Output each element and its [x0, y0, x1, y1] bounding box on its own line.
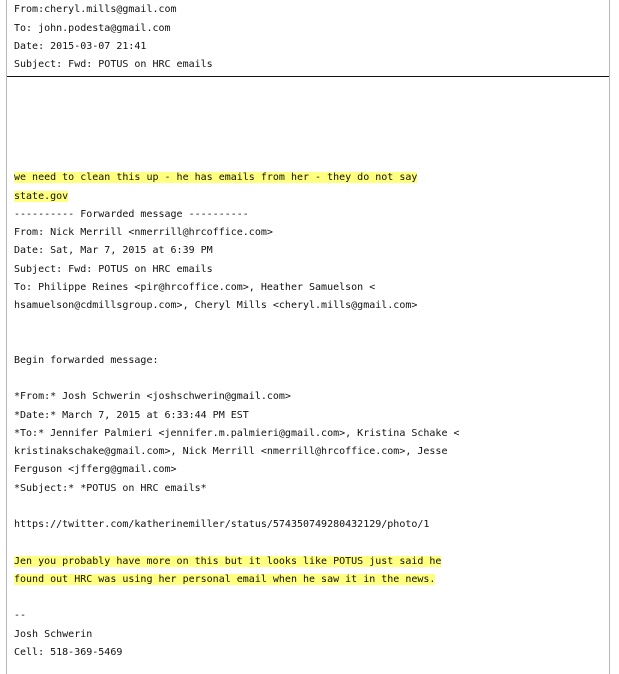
header-divider: [7, 76, 609, 77]
signature-name: Josh Schwerin: [14, 629, 93, 640]
email-document: [6, 0, 610, 674]
forwarded-subject: Subject: Fwd: POTUS on HRC emails: [14, 264, 213, 275]
header-date: Date: 2015-03-07 21:41: [14, 41, 147, 52]
forwarded-date: Date: Sat, Mar 7, 2015 at 6:39 PM: [14, 245, 213, 256]
inner-to-continued: kristinakschake@gmail.com>, Nick Merrill <nmerrill@hrcoffice.com>, Jesse: [14, 446, 448, 457]
forwarded-separator: ---------- Forwarded message ----------: [14, 209, 249, 220]
signature-cell: Cell: 518-369-5469: [14, 647, 123, 658]
header-subject: Subject: Fwd: POTUS on HRC emails: [14, 59, 213, 70]
inner-to-continued: Ferguson <jfferg@gmail.com>: [14, 464, 177, 475]
forwarded-to: To: Philippe Reines <pir@hrcoffice.com>, Heather Samuelson <: [14, 282, 376, 293]
highlighted-message-line: we need to clean this up - he has emails from her - they do not say: [14, 172, 418, 183]
inner-subject: *Subject:* *POTUS on HRC emails*: [14, 483, 207, 494]
twitter-link: https://twitter.com/katherinemiller/status/574350749280432129/photo/1: [14, 519, 430, 530]
highlighted-note-line: Jen you probably have more on this but it looks like POTUS just said he: [14, 556, 442, 567]
header-to: To: john.podesta@gmail.com: [14, 23, 171, 34]
inner-date: *Date:* March 7, 2015 at 6:33:44 PM EST: [14, 410, 249, 421]
begin-forwarded-label: Begin forwarded message:: [14, 355, 159, 366]
highlighted-message-line: state.gov: [14, 191, 69, 202]
forwarded-to-continued: hsamuelson@cdmillsgroup.com>, Cheryl Mills <cheryl.mills@gmail.com>: [14, 300, 418, 311]
forwarded-from: From: Nick Merrill <nmerrill@hrcoffice.com>: [14, 227, 273, 238]
inner-to: *To:* Jennifer Palmieri <jennifer.m.palmieri@gmail.com>, Kristina Schake <: [14, 428, 460, 439]
highlighted-note-line: found out HRC was using her personal email when he saw it in the news.: [14, 574, 436, 585]
header-from: From:cheryl.mills@gmail.com: [14, 4, 177, 15]
inner-from: *From:* Josh Schwerin <joshschwerin@gmail.com>: [14, 391, 291, 402]
signature-dashes: --: [14, 610, 27, 621]
